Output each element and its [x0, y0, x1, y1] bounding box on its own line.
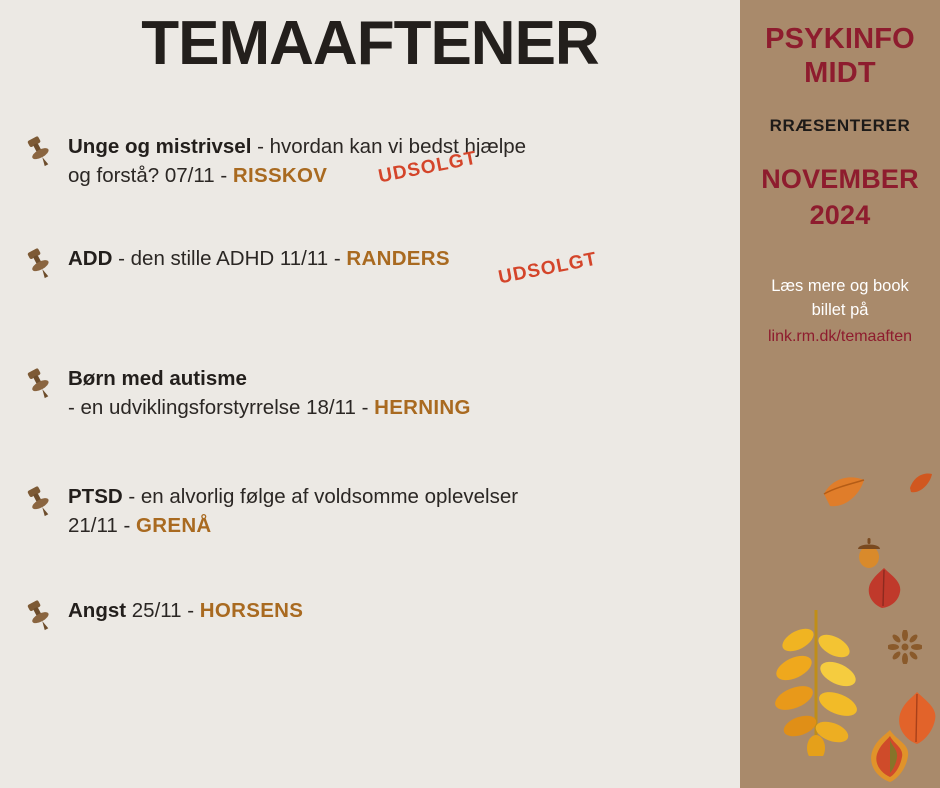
event-title: Børn med autisme [68, 367, 247, 390]
list-item [0, 132, 740, 192]
event-location: RISSKOV [232, 164, 328, 188]
event-desc-cont: 21/11 - [68, 514, 136, 538]
event-text [68, 132, 740, 190]
event-line-2 [68, 511, 740, 540]
month-year [740, 162, 940, 232]
year-label: 2024 [809, 199, 871, 230]
event-text [68, 364, 740, 422]
event-desc: - hvordan kan vi bedst hjælpe [251, 135, 527, 158]
pin-icon [22, 484, 56, 518]
event-text [68, 244, 740, 289]
list-item [0, 364, 740, 424]
pin-icon [22, 598, 56, 632]
event-line-1 [68, 596, 740, 625]
leaf-icon [860, 726, 920, 788]
event-desc: - en alvorlig følge af voldsomme oplevelser [122, 485, 519, 508]
status-badge: UDSOLGT [376, 147, 479, 188]
leaf-icon [820, 472, 870, 517]
event-text [68, 596, 740, 625]
event-desc-cont: - en udviklingsforstyrrelse 18/11 - [68, 396, 375, 420]
pin-icon [22, 134, 56, 168]
event-list [0, 132, 740, 696]
booking-link[interactable]: link.rm.dk/temaaften [767, 328, 913, 346]
event-location: HERNING [374, 396, 471, 420]
event-line-1 [68, 364, 740, 393]
leaf-icon [862, 566, 906, 615]
acorn-icon [852, 536, 886, 575]
leaf-icon [908, 470, 934, 501]
event-line-2 [68, 393, 740, 422]
event-title: ADD [68, 247, 113, 270]
star-anise-icon [888, 630, 922, 669]
brand-name [740, 22, 940, 90]
pin-icon [22, 246, 56, 280]
event-title: Angst [68, 599, 127, 622]
list-item [0, 596, 740, 656]
status-badge: UDSOLGT [496, 248, 599, 289]
page-title: TEMAAFTENER [141, 9, 599, 78]
booking-line-2: billet på [811, 300, 869, 319]
month-label: NOVEMBER [761, 164, 919, 195]
leaf-icon [770, 606, 860, 761]
leaf-icon [892, 690, 940, 751]
event-line-1 [68, 482, 740, 511]
list-item [0, 482, 740, 542]
event-location: GRENÅ [136, 514, 212, 538]
event-desc: 25/11 - [126, 599, 200, 622]
event-desc: - den stille ADHD 11/11 - [112, 247, 347, 270]
event-title: PTSD [68, 485, 123, 508]
sidebar [740, 0, 940, 788]
presents-label: RRÆSENTERER [769, 116, 911, 136]
event-line-1 [68, 132, 740, 161]
event-line-2 [68, 147, 740, 190]
event-desc-cont: og forstå? 07/11 - [68, 164, 233, 188]
event-location: RANDERS [346, 247, 450, 270]
list-item [0, 244, 740, 304]
brand-line-2: MIDT [804, 57, 876, 90]
event-title: Unge og mistrivsel [68, 135, 252, 158]
booking-line-1: Læs mere og book [771, 276, 909, 295]
event-line-1 [68, 244, 740, 289]
event-location: HORSENS [199, 599, 304, 622]
pin-icon [22, 366, 56, 400]
event-text [68, 482, 740, 540]
booking-info [740, 275, 940, 323]
brand-line-1: PSYKINFO [765, 23, 915, 55]
